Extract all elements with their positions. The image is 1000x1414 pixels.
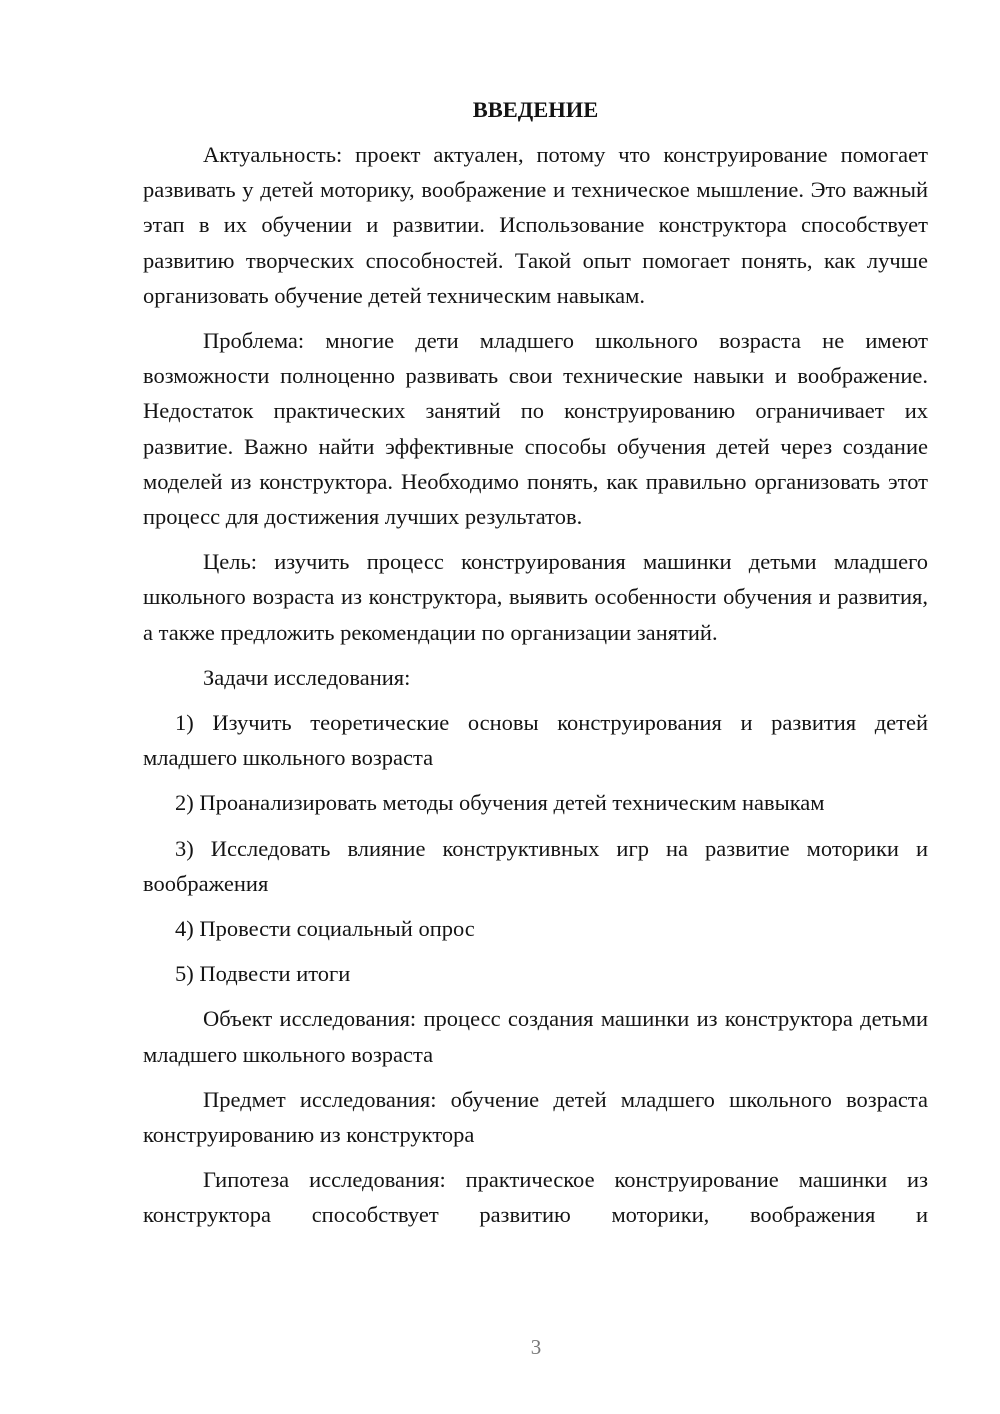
- task-item-3: 3) Исследовать влияние конструктивных игр на развитие моторики и воображения: [143, 835, 928, 896]
- section-title: ВВЕДЕНИЕ: [472, 97, 599, 122]
- task-item-2: 2) Проанализировать методы обучения детей техническим навыкам: [175, 790, 825, 816]
- page-content: [143, 92, 928, 1233]
- paragraph-object: Объект исследования: процесс создания машинки из конструктора детьми младшего школьного возраста: [143, 1006, 928, 1067]
- paragraph-relevance: Актуальность: проект актуален, потому что конструирование помогает развивать у детей моторику, воображение и техническое мышление. Это важный этап в их обучении и развитии. Использование конструктора способствует развитию творческих способностей. Такой опыт помогает понять, как лучше организовать обучение детей техническим навыкам.: [143, 142, 928, 308]
- paragraph-goal: Цель: изучить процесс конструирования машинки детьми младшего школьного возраста из конструктора, выявить особенности обучения и развития, а также предложить рекомендации по организации занятий.: [143, 549, 928, 645]
- paragraph-hypothesis: Гипотеза исследования: практическое конструирование машинки из конструктора способствует развитию моторики, воображения и: [143, 1167, 928, 1228]
- task-item-4: 4) Провести социальный опрос: [175, 916, 475, 942]
- task-item-1: 1) Изучить теоретические основы конструирования и развития детей младшего школьного возраста: [143, 710, 928, 771]
- paragraph-problem: Проблема: многие дети младшего школьного возраста не имеют возможности полноценно развивать свои технические навыки и воображение. Недостаток практических занятий по конструированию ограничивает их развитие. Важно найти эффективные способы обучения детей через создание моделей из конструктора. Необходимо понять, как правильно организовать этот процесс для достижения лучших результатов.: [143, 328, 928, 530]
- paragraph-subject: Предмет исследования: обучение детей младшего школьного возраста конструированию из конструктора: [143, 1086, 928, 1148]
- tasks-heading: Задачи исследования:: [203, 664, 411, 690]
- task-item-5: 5) Подвести итоги: [175, 961, 351, 987]
- page-number: 3: [530, 1335, 542, 1359]
